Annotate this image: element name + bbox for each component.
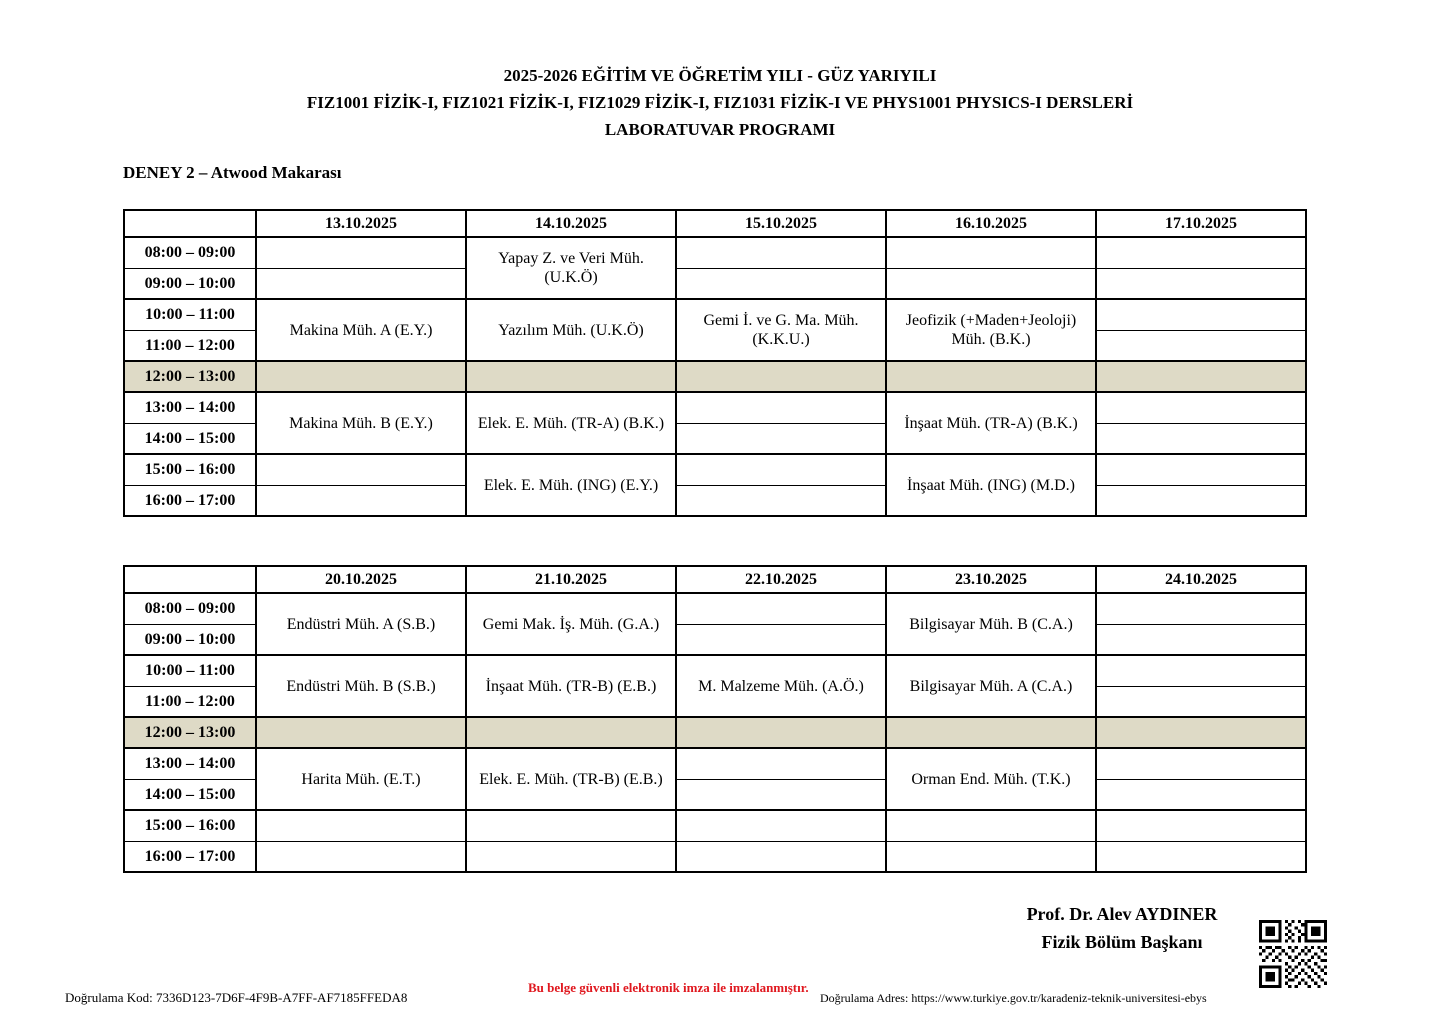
empty-slot — [1096, 593, 1306, 624]
time-header-cell — [124, 566, 256, 593]
schedule-entry: Harita Müh. (E.T.) — [256, 748, 466, 810]
schedule-entry: Yapay Z. ve Veri Müh. (U.K.Ö) — [466, 237, 676, 299]
schedule-entry: Gemi İ. ve G. Ma. Müh. (K.K.U.) — [676, 299, 886, 361]
empty-slot — [1096, 686, 1306, 717]
schedule-entry: Orman End. Müh. (T.K.) — [886, 748, 1096, 810]
row-1300 — [124, 392, 1306, 423]
date-header: 16.10.2025 — [886, 210, 1096, 237]
time-slot-label: 14:00 – 15:00 — [124, 779, 256, 810]
empty-slot — [1096, 624, 1306, 655]
empty-slot — [1096, 330, 1306, 361]
schedule-entry: Makina Müh. A (E.Y.) — [256, 299, 466, 361]
empty-slot — [1096, 841, 1306, 872]
time-slot-label: 15:00 – 16:00 — [124, 454, 256, 485]
date-header: 22.10.2025 — [676, 566, 886, 593]
signatory-title: Fizik Bölüm Başkanı — [1041, 932, 1203, 952]
empty-slot — [886, 361, 1096, 392]
time-slot-label: 10:00 – 11:00 — [124, 655, 256, 686]
date-header: 23.10.2025 — [886, 566, 1096, 593]
empty-slot — [1096, 454, 1306, 485]
empty-slot — [676, 361, 886, 392]
schedule-entry: Yazılım Müh. (U.K.Ö) — [466, 299, 676, 361]
empty-slot — [676, 392, 886, 423]
empty-slot — [256, 237, 466, 268]
empty-slot — [1096, 717, 1306, 748]
row-1500 — [124, 810, 1306, 841]
empty-slot — [676, 268, 886, 299]
empty-slot — [1096, 748, 1306, 779]
time-slot-label: 11:00 – 12:00 — [124, 686, 256, 717]
header-row — [124, 566, 1306, 593]
empty-slot — [256, 810, 466, 841]
schedule-entry: Endüstri Müh. B (S.B.) — [256, 655, 466, 717]
empty-slot — [1096, 810, 1306, 841]
date-header: 14.10.2025 — [466, 210, 676, 237]
row-0800 — [124, 237, 1306, 268]
empty-slot — [256, 454, 466, 485]
schedule-entry: Bilgisayar Müh. B (C.A.) — [886, 593, 1096, 655]
empty-slot — [676, 237, 886, 268]
signature-notice: Bu belge güvenli elektronik imza ile imzalanmıştır. — [528, 980, 809, 995]
schedule-entry: Jeofizik (+Maden+Jeoloji) Müh. (B.K.) — [886, 299, 1096, 361]
empty-slot — [256, 841, 466, 872]
time-slot-label: 13:00 – 14:00 — [124, 392, 256, 423]
empty-slot — [676, 485, 886, 516]
row-0900 — [124, 268, 1306, 299]
time-slot-label: 10:00 – 11:00 — [124, 299, 256, 330]
empty-slot — [1096, 268, 1306, 299]
empty-slot — [676, 593, 886, 624]
header-row — [124, 210, 1306, 237]
empty-slot — [886, 268, 1096, 299]
schedule-entry: İnşaat Müh. (ING) (M.D.) — [886, 454, 1096, 516]
time-slot-label: 11:00 – 12:00 — [124, 330, 256, 361]
empty-slot — [676, 841, 886, 872]
schedule-table-week1 — [123, 209, 1307, 517]
row-1500 — [124, 454, 1306, 485]
empty-slot — [886, 841, 1096, 872]
lunch-row — [124, 717, 1306, 748]
empty-slot — [886, 237, 1096, 268]
schedule-entry: Elek. E. Müh. (TR-A) (B.K.) — [466, 392, 676, 454]
empty-slot — [1096, 237, 1306, 268]
document-title-line2: FIZ1001 FİZİK-I, FIZ1021 FİZİK-I, FIZ1029 FİZİK-I, FIZ1031 FİZİK-I VE PHYS1001 PHYSICS-I DERSLERİ — [306, 93, 1134, 112]
empty-slot — [256, 717, 466, 748]
document-title — [0, 62, 1440, 143]
empty-slot — [676, 810, 886, 841]
time-slot-label: 09:00 – 10:00 — [124, 268, 256, 299]
schedule-table-week2 — [123, 565, 1307, 873]
date-header: 15.10.2025 — [676, 210, 886, 237]
empty-slot — [676, 748, 886, 779]
empty-slot — [256, 268, 466, 299]
row-1000 — [124, 299, 1306, 330]
schedule-entry: M. Malzeme Müh. (A.Ö.) — [676, 655, 886, 717]
empty-slot — [256, 485, 466, 516]
schedule-entry: Bilgisayar Müh. A (C.A.) — [886, 655, 1096, 717]
date-header: 17.10.2025 — [1096, 210, 1306, 237]
schedule-entry: Makina Müh. B (E.Y.) — [256, 392, 466, 454]
date-header: 20.10.2025 — [256, 566, 466, 593]
empty-slot — [1096, 299, 1306, 330]
date-header: 13.10.2025 — [256, 210, 466, 237]
empty-slot — [1096, 485, 1306, 516]
signatory-name: Prof. Dr. Alev AYDINER — [1026, 904, 1218, 924]
lunch-row — [124, 361, 1306, 392]
empty-slot — [466, 841, 676, 872]
schedule-entry: İnşaat Müh. (TR-A) (B.K.) — [886, 392, 1096, 454]
qr-code — [1259, 920, 1327, 988]
time-slot-label: 12:00 – 13:00 — [124, 361, 256, 392]
empty-slot — [466, 810, 676, 841]
empty-slot — [256, 361, 466, 392]
schedule-entry: İnşaat Müh. (TR-B) (E.B.) — [466, 655, 676, 717]
empty-slot — [1096, 655, 1306, 686]
time-slot-label: 13:00 – 14:00 — [124, 748, 256, 779]
empty-slot — [676, 624, 886, 655]
time-slot-label: 16:00 – 17:00 — [124, 841, 256, 872]
time-slot-label: 14:00 – 15:00 — [124, 423, 256, 454]
row-0800 — [124, 593, 1306, 624]
verification-code: Doğrulama Kod: 7336D123-7D6F-4F9B-A7FF-AF7185FFEDA8 — [65, 990, 408, 1005]
time-slot-label: 08:00 – 09:00 — [124, 237, 256, 268]
schedule-entry: Elek. E. Müh. (TR-B) (E.B.) — [466, 748, 676, 810]
signature-block — [1002, 900, 1242, 956]
empty-slot — [1096, 361, 1306, 392]
schedule-entry: Endüstri Müh. A (S.B.) — [256, 593, 466, 655]
experiment-heading: DENEY 2 – Atwood Makarası — [123, 163, 342, 182]
document-title-line1: 2025-2026 EĞİTİM VE ÖĞRETİM YILI - GÜZ YARIYILI — [503, 66, 937, 85]
time-slot-label: 16:00 – 17:00 — [124, 485, 256, 516]
empty-slot — [676, 454, 886, 485]
schedule-entry: Gemi Mak. İş. Müh. (G.A.) — [466, 593, 676, 655]
time-slot-label: 15:00 – 16:00 — [124, 810, 256, 841]
time-header-cell — [124, 210, 256, 237]
empty-slot — [676, 423, 886, 454]
schedule-entry: Elek. E. Müh. (ING) (E.Y.) — [466, 454, 676, 516]
empty-slot — [1096, 392, 1306, 423]
time-slot-label: 12:00 – 13:00 — [124, 717, 256, 748]
date-header: 24.10.2025 — [1096, 566, 1306, 593]
empty-slot — [1096, 423, 1306, 454]
empty-slot — [466, 361, 676, 392]
row-1600 — [124, 485, 1306, 516]
time-slot-label: 08:00 – 09:00 — [124, 593, 256, 624]
row-1600 — [124, 841, 1306, 872]
empty-slot — [1096, 779, 1306, 810]
row-1000 — [124, 655, 1306, 686]
row-1300 — [124, 748, 1306, 779]
empty-slot — [676, 717, 886, 748]
empty-slot — [886, 810, 1096, 841]
verification-address: Doğrulama Adres: https://www.turkiye.gov.tr/karadeniz-teknik-universitesi-ebys — [820, 991, 1207, 1005]
date-header: 21.10.2025 — [466, 566, 676, 593]
empty-slot — [886, 717, 1096, 748]
empty-slot — [676, 779, 886, 810]
empty-slot — [466, 717, 676, 748]
document-title-line3: LABORATUVAR PROGRAMI — [604, 120, 836, 139]
time-slot-label: 09:00 – 10:00 — [124, 624, 256, 655]
